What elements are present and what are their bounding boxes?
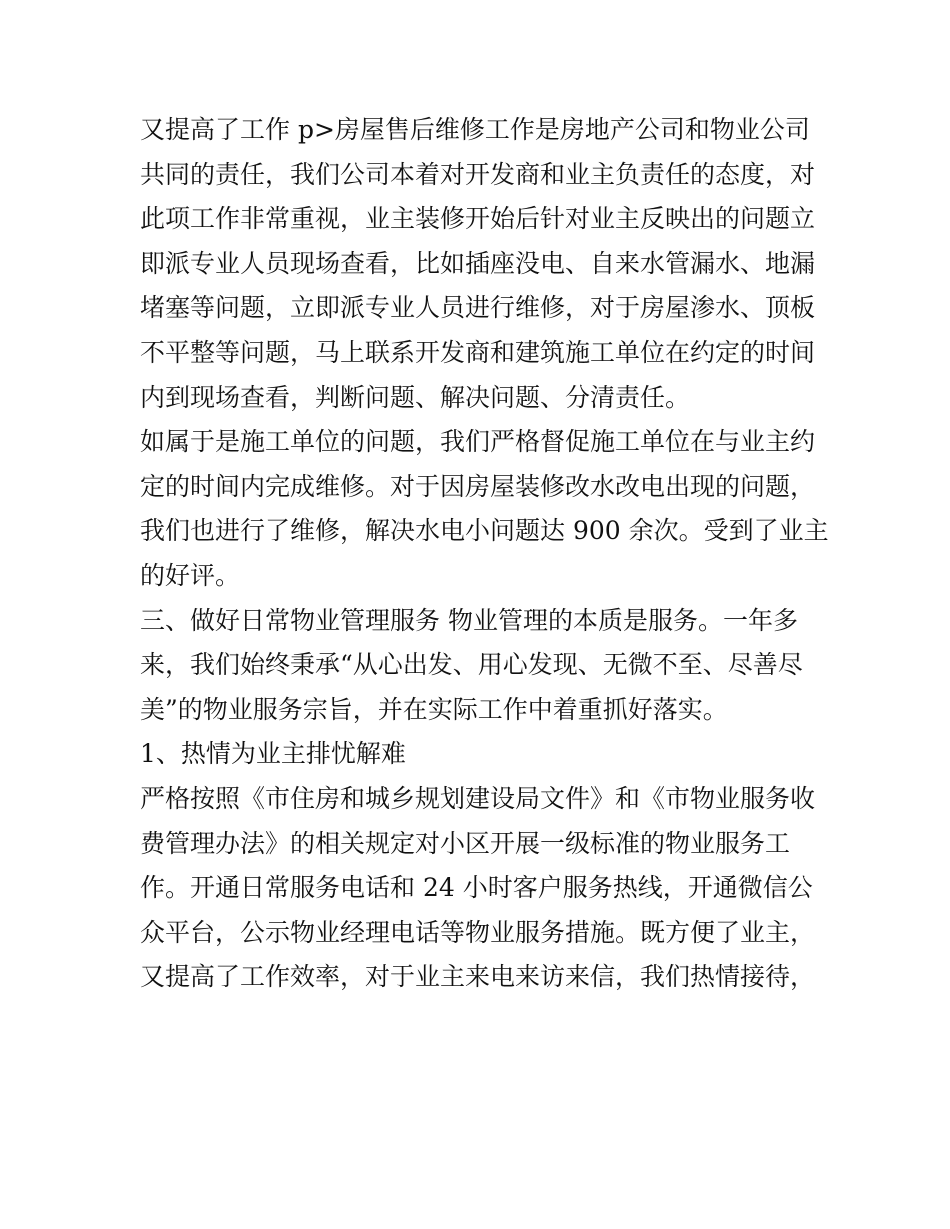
text-line: 内到现场查看，判断问题、解决问题、分清责任。: [140, 382, 691, 412]
text-line: 不平整等问题，马上联系开发商和建筑施工单位在约定的时间: [140, 337, 816, 367]
text-line: 定的时间内完成维修。对于因房屋装修改水改电出现的问题，: [140, 471, 816, 501]
text-line: 即派专业人员现场查看，比如插座没电、自来水管漏水、地漏: [140, 248, 816, 278]
text-line: 费管理办法》的相关规定对小区开展一级标准的物业服务工: [140, 828, 791, 858]
text-line: 严格按照《市住房和城乡规划建设局文件》和《市物业服务收: [140, 783, 816, 813]
text-line: 三、做好日常物业管理服务 物业管理的本质是服务。一年多: [140, 605, 798, 635]
text-line: 的好评。: [140, 560, 241, 590]
text-line: 1、热情为业主排忧解难: [140, 739, 406, 769]
text-line: 此项工作非常重视，业主装修开始后针对业主反映出的问题立: [140, 204, 816, 234]
text-line: 共同的责任，我们公司本着对开发商和业主负责任的态度，对: [140, 159, 816, 189]
text-line: 来，我们始终秉承“从心出发、用心发现、无微不至、尽善尽: [140, 650, 803, 680]
document-body: [140, 108, 829, 1000]
text-line: 我们也进行了维修，解决水电小问题达 900 余次。受到了业主: [140, 516, 829, 546]
text-line: 又提高了工作 p>房屋售后维修工作是房地产公司和物业公司: [140, 115, 810, 144]
text-line: 作。开通日常服务电话和 24 小时客户服务热线，开通微信公: [140, 873, 813, 903]
text-line: 众平台，公示物业经理电话等物业服务措施。既方便了业主，: [140, 917, 816, 947]
text-line: 又提高了工作效率，对于业主来电来访来信，我们热情接待，: [140, 962, 816, 992]
text-line: 美”的物业服务宗旨，并在实际工作中着重抓好落实。: [140, 694, 728, 724]
text-line: 堵塞等问题，立即派专业人员进行维修，对于房屋渗水、顶板: [140, 293, 816, 323]
text-line: 如属于是施工单位的问题，我们严格督促施工单位在与业主约: [140, 427, 816, 457]
